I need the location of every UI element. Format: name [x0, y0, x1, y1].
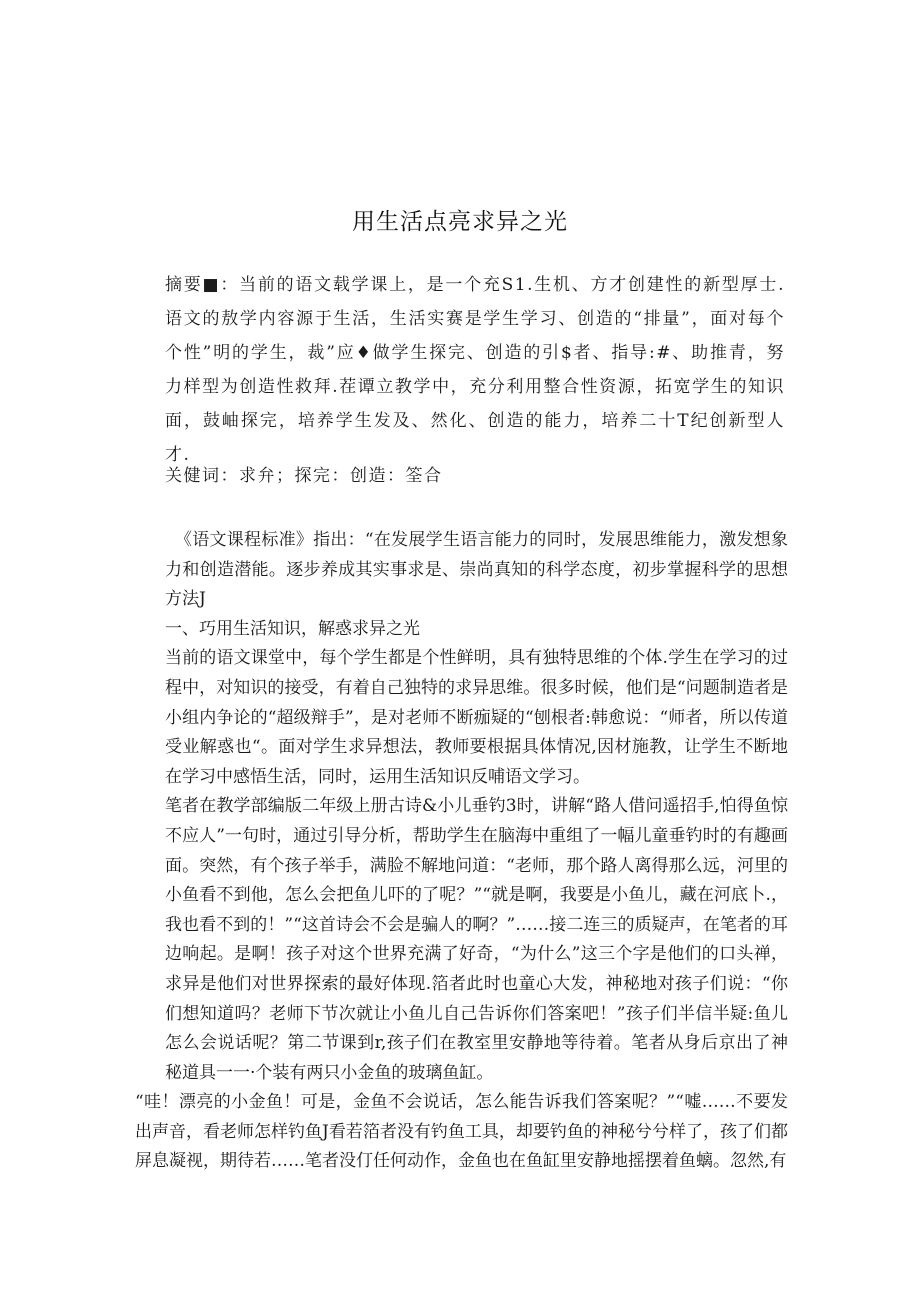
body-paragraph: 笔者在教学部编版二年级上册古诗&小儿垂钓3时，讲解“路人借问遥招手,怕得鱼惊不应人”一句时，通过引导分析，帮助学生在脑海中重组了一幅儿童垂钓时的有趣画面。突然，有个孩子举手，满脸不解地问道：“老师，那个路人离得那么远，河里的小鱼看不到他，怎么会把鱼儿吓的了呢？”“就是啊，我要是小鱼儿，藏在河底卜.，我也看不到的！”“这首诗会不会是骗人的啊？”……接二连三的质疑声，在笔者的耳边响起。是啊！孩子对这个世界充满了好奇，“为什么”这三个字是他们的口头禅，求异是他们对世界探索的最好体现.箔者此时也童心大发，神秘地对孩子们说：“你们想知道吗？老师下节次就让小鱼儿自己告诉你们答案吧！”孩子们半信半疑:鱼儿怎么会说话呢？第二节课到r,孩子们在教室里安静地等待着。笔者从身后京出了神秘道具一一·个装有两只小金鱼的玻璃鱼缸。	[165, 796, 788, 1083]
abstract-paragraph: 摘要■：当前的语文载学课上，是一个充S1.生机、方才创建性的新型厚士.语文的敖学内容源于生活，生活实赛是学生学习、创造的“排量”，面对每个个性”明的学生，裁”应♦做学生探完、创造的引$者、指导:#、助推青，努力样型为创造性救拜.茬谭立教学中，充分利用整合性资源，拓宽学生的知识面，鼓岫探完，培养学生发及、然化、创造的能力，培养二十T纪创新型人才.	[165, 275, 785, 465]
section-heading: 一、巧用生活知识，解惑求异之光	[165, 618, 420, 639]
body-paragraph: “哇！漂亮的小金鱼！可是，金鱼不会说话，怎么能告诉我们答案呢？”“嘘……不要发出声音，看老师怎样钓鱼J看若箔者没有钓鱼工具，却要钓鱼的神秘兮兮样了，孩了们都屏息凝视，期待若……笔者没仃任何动作，金鱼也在鱼缸里安静地摇摆着鱼螭。忽然,有	[135, 1092, 788, 1172]
body-text	[135, 526, 788, 1177]
document-title: 用生活点亮求异之光	[352, 209, 568, 235]
body-paragraph: 《语文课程标准》指出：“在发展学生语言能力的同时，发展思维能力，激发想象力和创造潜能。逐步养成其实事求是、崇尚真知的科学态度，初步掌握科学的思想方法J	[165, 530, 788, 610]
body-paragraph: 当前的语文课堂中，每个学生都是个性鲜明，具有独特思维的个体.学生在学习的过程中，对知识的接受，有着自己独特的求异思维。很多时候，他们是“问题制造者是小组内争论的“超级辩手”，是对老师不断痂疑的“刨根者:韩愈说：“师者，所以传道受业解惑也“。面对学生求异想法，教师要根据具体情况,因材施教，让学生不断地在学习中感悟生活，同时，运用生活知识反哺语文学习。	[165, 648, 788, 787]
keywords-line: 关健词：求弁；探完：创造：筌合	[165, 466, 443, 486]
